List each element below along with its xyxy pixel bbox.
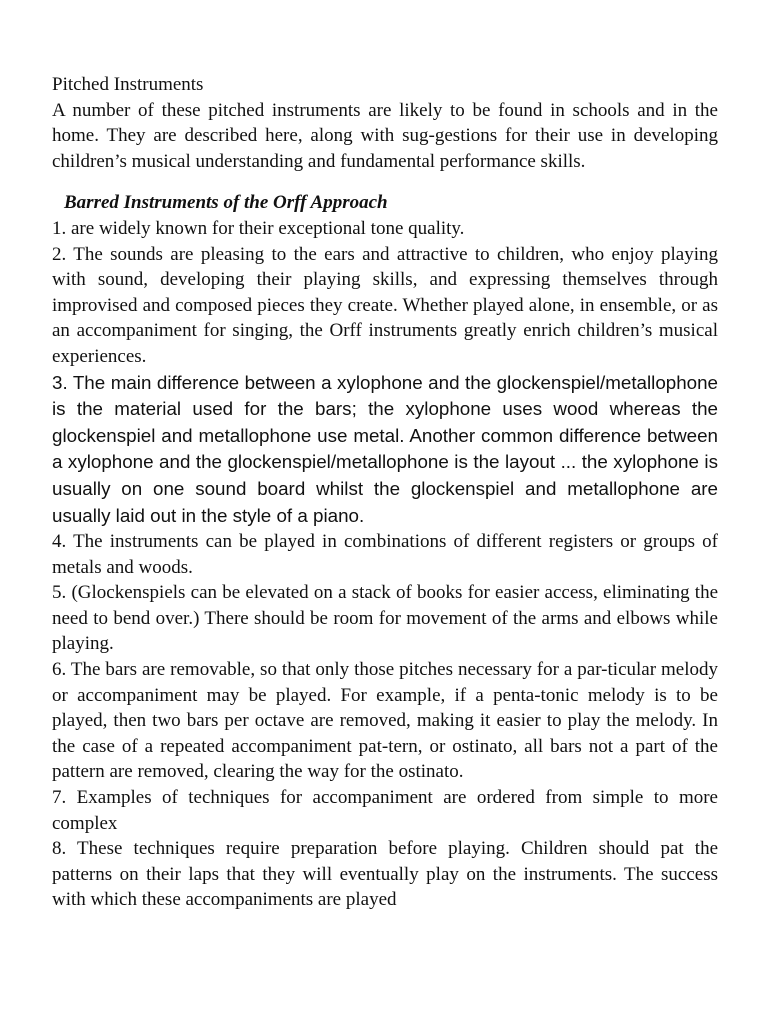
intro-paragraph: A number of these pitched instruments are likely to be found in schools and in the home. They are described here, along with sug-gestions for their use in developing children’s musical understanding and fundamental performance skills. — [52, 99, 718, 172]
list-item-4: 4. The instruments can be played in combinations of different registers or groups of metals and woods. — [52, 531, 718, 578]
list-item-8: 8. These techniques require preparation before playing. Children should pat the patterns on their laps that they will eventually play on the instruments. The success with which these accompaniments are played — [52, 838, 718, 911]
list-item-6: 6. The bars are removable, so that only those pitches necessary for a par-ticular melody or accompaniment may be played. For example, if a penta-tonic melody is to be played, then two bars per octave are removed, making it easier to play the melody. In the case of a repeated accompaniment pat-tern, or ostinato, all bars not a part of the pattern are removed, clearing the way for the ostinato. — [52, 659, 718, 783]
list-item-7: 7. Examples of techniques for accompaniment are ordered from simple to more complex — [52, 787, 718, 834]
document-page — [52, 72, 718, 913]
list-item-5: 5. (Glockenspiels can be elevated on a stack of books for easier access, eliminating the need to bend over.) There should be room for movement of the arms and elbows while playing. — [52, 582, 718, 655]
list-item-2: 2. The sounds are pleasing to the ears and attractive to children, who enjoy playing with sound, developing their playing skills, and expressing themselves through improvised and composed pieces they create. Whether played alone, in ensemble, or as an accompaniment for singing, the Orff instruments greatly enrich children’s musical experiences. — [52, 243, 718, 367]
paragraph-spacer — [52, 174, 718, 190]
list-item-3: 3. The main difference between a xylophone and the glockenspiel/metallophone is the material used for the bars; the xylophone uses wood whereas the glockenspiel and metallophone use metal. Another common difference between a xylophone and the glockenspiel/metallophone is the layout ... the xylophone is usually on one sound board whilst the glockenspiel and metallophone are usually laid out in the style of a piano. — [52, 371, 718, 526]
section-title: Pitched Instruments — [52, 74, 204, 95]
list-item-1: 1. are widely known for their exceptional tone quality. — [52, 217, 465, 239]
subsection-heading: Barred Instruments of the Orff Approach — [64, 192, 388, 214]
